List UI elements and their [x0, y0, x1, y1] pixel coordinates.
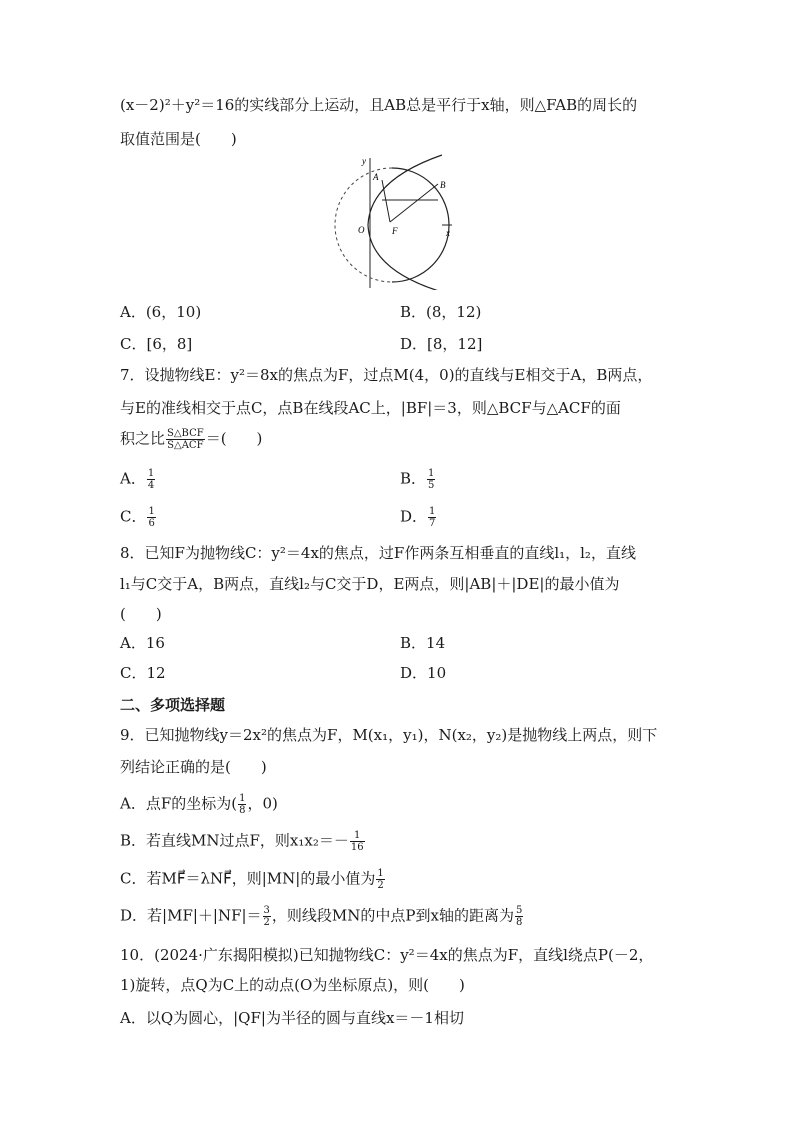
q7-line3-pre: 积之比	[120, 429, 166, 448]
fig-label-o: O	[358, 225, 365, 235]
q6-option-b: B．(8，12)	[400, 303, 482, 321]
q7-a-label: A．	[120, 469, 146, 488]
q7-b-fraction	[427, 468, 435, 491]
q6-option-d: D．[8，12]	[400, 335, 483, 353]
q8-line1: 8．已知F为抛物线C：y²＝4x的焦点，过F作两条互相垂直的直线l₁，l₂，直线	[120, 544, 636, 562]
q9-b-num: 1	[350, 830, 365, 842]
q7-ratio-num: S△BCF	[167, 428, 204, 439]
q9-d-den2: 8	[515, 917, 523, 928]
q9-d-mid: ，则线段MN的中点P到x轴的距离为	[271, 906, 514, 925]
q7-option-a	[120, 468, 156, 491]
q7-b-den: 5	[428, 480, 435, 491]
q8-option-b: B．14	[400, 634, 446, 652]
fig-label-f: F	[392, 226, 398, 236]
q10-line1: 10．(2024·广东揭阳模拟)已知抛物线C：y²＝4x的焦点为F，直线l绕点P(－2，	[120, 946, 654, 964]
q6-stem-line1: (x－2)²＋y²＝16的实线部分上运动，且AB总是平行于x轴，则△FAB的周长的	[120, 96, 638, 114]
q8-line2: l₁与C交于A，B两点，直线l₂与C交于D，E两点，则|AB|＋|DE|的最小值为	[120, 575, 620, 593]
q9-option-b	[120, 830, 366, 853]
q8-line3: ( )	[120, 605, 162, 623]
q10-line2: 1)旋转，点Q为C上的动点(O为坐标原点)，则( )	[120, 976, 465, 994]
q7-option-c	[120, 506, 157, 529]
q7-a-den: 4	[147, 480, 155, 491]
q9-line1: 9．已知抛物线y＝2x²的焦点为F，M(x₁，y₁)，N(x₂，y₂)是抛物线上两点，则下	[120, 726, 658, 744]
q6-stem-line2: 取值范围是( )	[120, 130, 237, 148]
q7-ratio-fraction	[166, 428, 205, 451]
q9-a-num: 1	[239, 793, 246, 804]
q9-c-num: 1	[377, 868, 384, 879]
q8-option-c: C．12	[120, 664, 166, 682]
q9-option-c	[120, 868, 386, 891]
q7-a-fraction	[147, 468, 155, 491]
q7-d-num: 1	[429, 506, 436, 517]
section-title-multiple-choice: 二、多项选择题	[120, 696, 226, 714]
q7-line3	[120, 428, 262, 451]
fig-label-y: y	[362, 156, 366, 166]
q7-option-b	[400, 468, 436, 491]
circle-parabola-diagram	[330, 150, 470, 290]
q9-b-fraction	[350, 830, 365, 853]
q9-b-den: 16	[350, 842, 364, 853]
q9-a-fraction	[238, 793, 246, 816]
q7-d-fraction	[428, 506, 436, 529]
q9-c-pre: C．若MF⃗＝λNF⃗，则|MN|的最小值为	[120, 869, 376, 888]
q8-option-d: D．10	[400, 664, 447, 682]
q7-c-label: C．	[120, 507, 147, 526]
fig-label-a: A	[373, 172, 379, 182]
q6-option-c: C．[6，8]	[120, 335, 193, 353]
q7-option-d	[400, 506, 437, 529]
q9-d-pre: D．若|MF|＋|NF|＝	[120, 906, 262, 925]
q9-a-pre: A．点F的坐标为(	[120, 794, 238, 813]
q9-c-den: 2	[377, 880, 384, 891]
q6-option-a: A．(6，10)	[120, 303, 202, 321]
q7-b-num: 1	[428, 468, 435, 479]
q9-line2: 列结论正确的是( )	[120, 758, 267, 776]
q7-line3-post: ＝( )	[205, 429, 263, 448]
q8-option-a: A．16	[120, 634, 165, 652]
q9-b-pre: B．若直线MN过点F，则x₁x₂＝－	[120, 831, 349, 850]
q7-c-num: 1	[148, 506, 155, 517]
fig-label-b: B	[440, 180, 446, 190]
q7-b-label: B．	[400, 469, 427, 488]
q7-d-den: 7	[429, 518, 436, 529]
q9-option-d	[120, 905, 524, 928]
q9-a-post: ，0)	[247, 794, 278, 813]
q7-c-den: 6	[148, 518, 155, 529]
q9-d-den1: 2	[263, 917, 270, 928]
q6-figure	[330, 150, 470, 290]
q9-d-fraction1	[263, 905, 271, 928]
q7-c-fraction	[147, 506, 155, 529]
q9-a-den: 8	[239, 805, 246, 816]
q9-c-fraction	[376, 868, 384, 891]
fig-label-x: x	[446, 228, 450, 238]
q10-option-a: A．以Q为圆心，|QF|为半径的圆与直线x＝－1相切	[120, 1009, 464, 1027]
q9-d-fraction2	[515, 905, 523, 928]
q7-line2: 与E的准线相交于点C，点B在线段AC上，|BF|＝3，则△BCF与△ACF的面	[120, 399, 621, 417]
q7-d-label: D．	[400, 507, 428, 526]
q7-ratio-den: S△ACF	[167, 440, 204, 451]
q7-a-num: 1	[147, 468, 155, 479]
q7-line1: 7．设抛物线E：y²＝8x的焦点为F，过点M(4，0)的直线与E相交于A，B两点，	[120, 366, 653, 384]
q9-d-num1: 3	[263, 905, 270, 916]
q9-d-num2: 5	[515, 905, 523, 916]
q9-option-a	[120, 793, 278, 816]
